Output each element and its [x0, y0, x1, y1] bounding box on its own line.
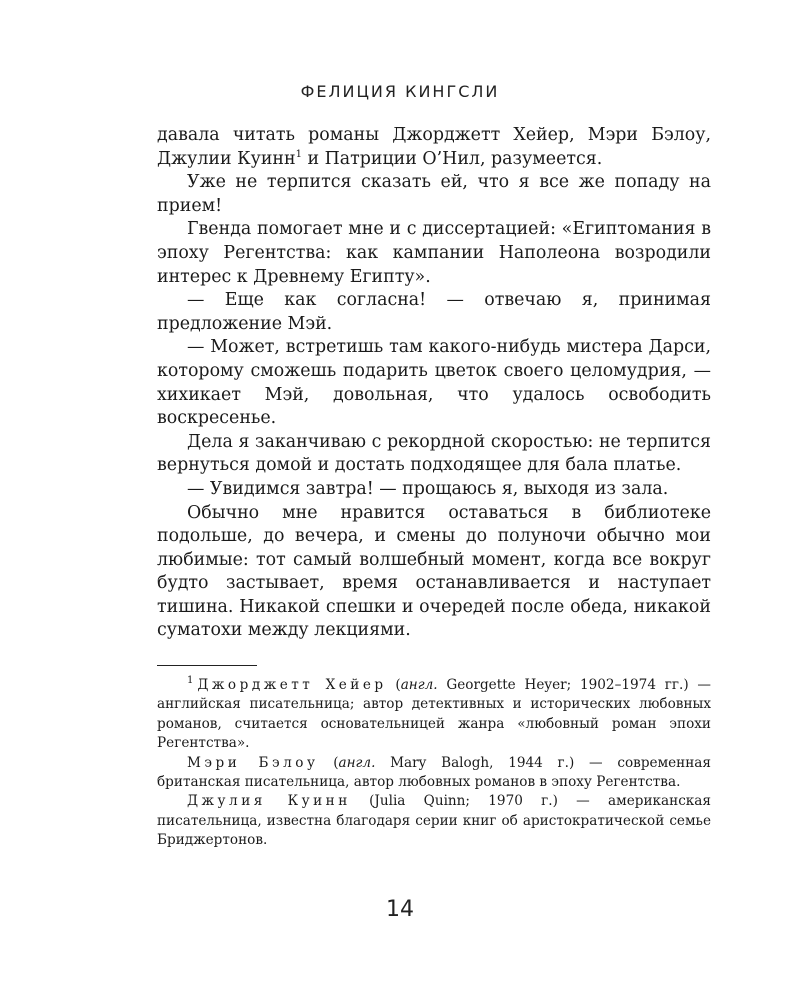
footnote-2: Мэри Бэлоу (англ. Mary Balogh, 1944 г.) — современная британская писательница, автор любовных романов в эпоху Регентства.: [157, 754, 711, 791]
footnote-1: $^1$ Джорджетт Хейер (англ. Georgette Heyer; 1902–1974 гг.) — английская писательница; автор детективных и исторических любовных романов, считается основательницей жанра «любовный роман эпохи Регентства».: [157, 675, 712, 752]
paragraph-1: [157, 124, 711, 171]
running-title: ФЕЛИЦИЯ КИНГСЛИ: [300, 82, 500, 101]
footnote-2-text: Mary Balogh, 1944 г.) — современная британская писательница, автор любовных романов в эпоху Регентства.: [157, 754, 711, 791]
footnote-ref-1: 1: [295, 148, 302, 160]
footnote-2-name: Мэри Бэлоу: [187, 754, 319, 771]
footnote-1-text: Georgette Heyer; 1902–1974 гг.) — английская писательница; автор детективных и исторических любовных романов, считается основательницей жанра «любовный роман эпохи Регентства».: [157, 677, 712, 752]
paragraph-3: Гвенда помогает мне и с диссертацией: «Египтомания в эпоху Регентства: как кампании Наполеона возродили интерес к Древнему Египту».: [157, 219, 711, 287]
paragraph-7: — Увидимся завтра! — прощаюсь я, выходя из зала.: [187, 478, 669, 499]
paragraph-1-text-b: и Патриции О’Нил, разумеется.: [301, 148, 603, 169]
footnote-divider: [157, 665, 257, 666]
paragraph-6: Дела я заканчиваю с рекордной скоростью: не терпится вернуться домой и достать подходящее для бала платье.: [157, 431, 711, 476]
footnote-3-name: Джулия Куинн: [187, 793, 351, 810]
footnote-3: [157, 792, 711, 850]
paragraph-5: — Может, встретишь там какого-нибудь мистера Дарси, которому сможешь подарить цветок своего целомудрия, — хихикает Мэй, довольная, что удалось освободить воскресенье.: [157, 337, 711, 429]
footnotes: [157, 676, 711, 851]
paragraph-4: — Еще как согласна! — отвечаю я, принимая предложение Мэй.: [157, 290, 711, 334]
page-number: 14: [386, 897, 414, 922]
footnote-1-lang: англ.: [400, 677, 438, 693]
paragraph-8: Обычно мне нравится оставаться в библиотеке подольше, до вечера, и смены до полуночи обычно мои любимые: тот самый волшебный момент, когда все вокруг будто застывает, время останавливается и наступает тишина. Никакой спешки и очередей после обеда, никакой суматохи между лекциями.: [157, 502, 711, 641]
footnote-2-lang: англ.: [338, 754, 376, 771]
footnote-1-name: Джорджетт Хейер: [197, 677, 387, 693]
main-text: [157, 124, 711, 643]
paragraph-1-text-a: давала читать романы Джорджетт Хейер, Мэри Бэлоу, Джулии Куинн: [157, 125, 711, 169]
paragraph-2: Уже не терпится сказать ей, что я все же попаду на прием!: [157, 172, 711, 216]
footnote-1-number: 1: [187, 675, 194, 687]
footnote-3-text: (Julia Quinn; 1970 г.) — американская писательница, известна благодаря серии книг об аристократической семье Бриджертонов.: [157, 793, 711, 849]
